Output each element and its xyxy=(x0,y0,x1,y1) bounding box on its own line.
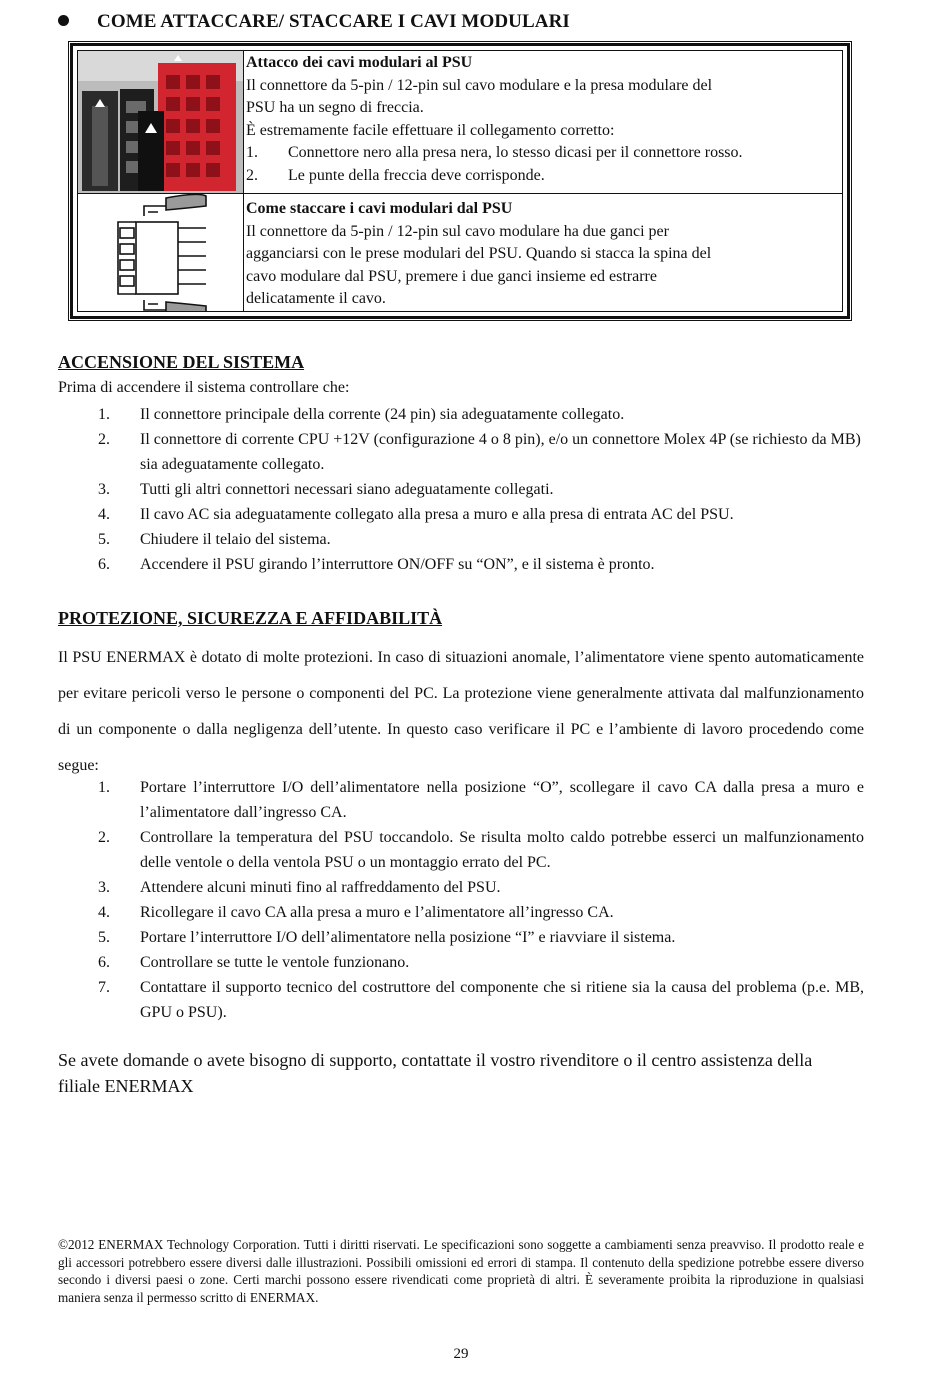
modular-cable-table xyxy=(68,41,852,321)
list-item: 4. Il cavo AC sia adeguatamente collegato alla presa a muro e alla presa di entrata AC del PSU. xyxy=(98,506,734,523)
list-item: 6. Accendere il PSU girando l’interruttore ON/OFF su “ON”, e il sistema è pronto. xyxy=(98,556,655,573)
power-on-list xyxy=(58,402,864,577)
attach-step: 1. Connettore nero alla presa nera, lo stesso dicasi per il connettore rosso. xyxy=(246,144,743,161)
detach-line: cavo modulare dal PSU, premere i due ganci insieme ed estrarre xyxy=(246,267,657,285)
list-item: 2. Il connettore di corrente CPU +12V (configurazione 4 o 8 pin), e/o un connettore Molex 4P (se richiesto da MB) sia adeguatamente collegato. xyxy=(98,431,861,473)
protection-title: PROTEZIONE, SICUREZZA E AFFIDABILITÀ xyxy=(58,608,443,628)
power-on-intro: Prima di accendere il sistema controllare che: xyxy=(58,379,350,396)
connector-hooks-diagram-icon xyxy=(78,194,243,311)
detach-line: Il connettore da 5-pin / 12-pin sul cavo modulare ha due ganci per xyxy=(246,222,669,240)
connector-diagram xyxy=(78,194,244,311)
copyright-footer: ©2012 ENERMAX Technology Corporation. Tutti i diritti riservati. Le specificazioni sono soggette a cambiamenti senza preavviso. Il prodotto reale e gli accessori potrebbero essere diversi dalle illustrazioni. Possibili omissioni ed errori di stampa. Il contenuto della spedizione potrebbe essere diverso secondo i diversi paesi o zone. Certi marchi possono essere rivendicati come proprietà di altri. È severamente proibita la riproduzione in qualsiasi maniera senza il permesso scritto di ENERMAX. xyxy=(58,1237,864,1305)
detach-line: delicatamente il cavo. xyxy=(246,290,386,307)
detach-title: Come staccare i cavi modulari dal PSU xyxy=(246,200,513,217)
attach-title: Attacco dei cavi modulari al PSU xyxy=(246,54,473,71)
connector-photo xyxy=(78,51,244,193)
detach-line: agganciarsi con le prese modulari del PSU. Quando si stacca la spina del xyxy=(246,245,712,262)
support-contact-text: Se avete domande o avete bisogno di supporto, contattate il vostro rivenditore o il centro assistenza della filiale ENERMAX xyxy=(58,1050,813,1096)
list-item: 1. Il connettore principale della corrente (24 pin) sia adeguatamente collegato. xyxy=(98,406,625,423)
title-text: COME ATTACCARE/ STACCARE I CAVI MODULARI xyxy=(97,11,570,32)
attach-line: Il connettore da 5-pin / 12-pin sul cavo modulare e la presa modulare del xyxy=(246,76,713,94)
page-number: 29 xyxy=(453,1346,469,1362)
attach-line: È estremamente facile effettuare il collegamento corretto: xyxy=(246,121,615,139)
bullet-icon xyxy=(58,15,69,26)
detach-text xyxy=(246,198,836,311)
attach-text xyxy=(246,52,836,187)
list-item: 2. Controllare la temperatura del PSU toccandolo. Se risulta molto caldo potrebbe esserci un malfunzionamento delle ventole o della ventola PSU o un montaggio errato del PC. xyxy=(98,829,864,871)
section-title-modular-cables xyxy=(58,11,570,33)
list-item: 1. Portare l’interruttore I/O dell’alimentatore nella posizione “O”, scollegare il cavo CA dalla presa a muro e l’alimentatore dall’ingresso CA. xyxy=(98,779,864,821)
power-on-title: ACCENSIONE DEL SISTEMA xyxy=(58,352,305,372)
list-item: 3. Tutti gli altri connettori necessari siano adeguatamente collegati. xyxy=(98,481,554,498)
attach-line: PSU ha un segno di freccia. xyxy=(246,99,424,116)
list-item: 4. Ricollegare il cavo CA alla presa a muro e l’alimentatore all’ingresso CA. xyxy=(98,904,614,921)
psu-socket-photo-icon xyxy=(78,51,243,193)
protection-list xyxy=(58,775,864,1025)
list-item: 6. Controllare se tutte le ventole funzionano. xyxy=(98,954,410,971)
attach-step: 2. Le punte della freccia deve corrisponde. xyxy=(246,166,545,184)
list-item: 5. Portare l’interruttore I/O dell’alimentatore nella posizione “I” e riavviare il sistema. xyxy=(98,929,676,946)
protection-paragraph: Il PSU ENERMAX è dotato di molte protezioni. In caso di situazioni anomale, l’alimentatore viene spento automaticamente per evitare pericoli verso le persone o componenti del PC. La protezione viene generalmente attivata dal malfunzionamento di un componente o dalla negligenza dell’utente. In questo caso verificare il PC e l’ambiente di lavoro procedendo come segue: xyxy=(58,649,864,774)
list-item: 5. Chiudere il telaio del sistema. xyxy=(98,531,331,548)
list-item: 3. Attendere alcuni minuti fino al raffreddamento del PSU. xyxy=(98,879,501,896)
list-item: 7. Contattare il supporto tecnico del costruttore del componente che si ritiene sia la causa del problema (p.e. MB, GPU o PSU). xyxy=(98,979,864,1021)
detach-row xyxy=(78,194,842,311)
attach-row xyxy=(78,51,842,194)
